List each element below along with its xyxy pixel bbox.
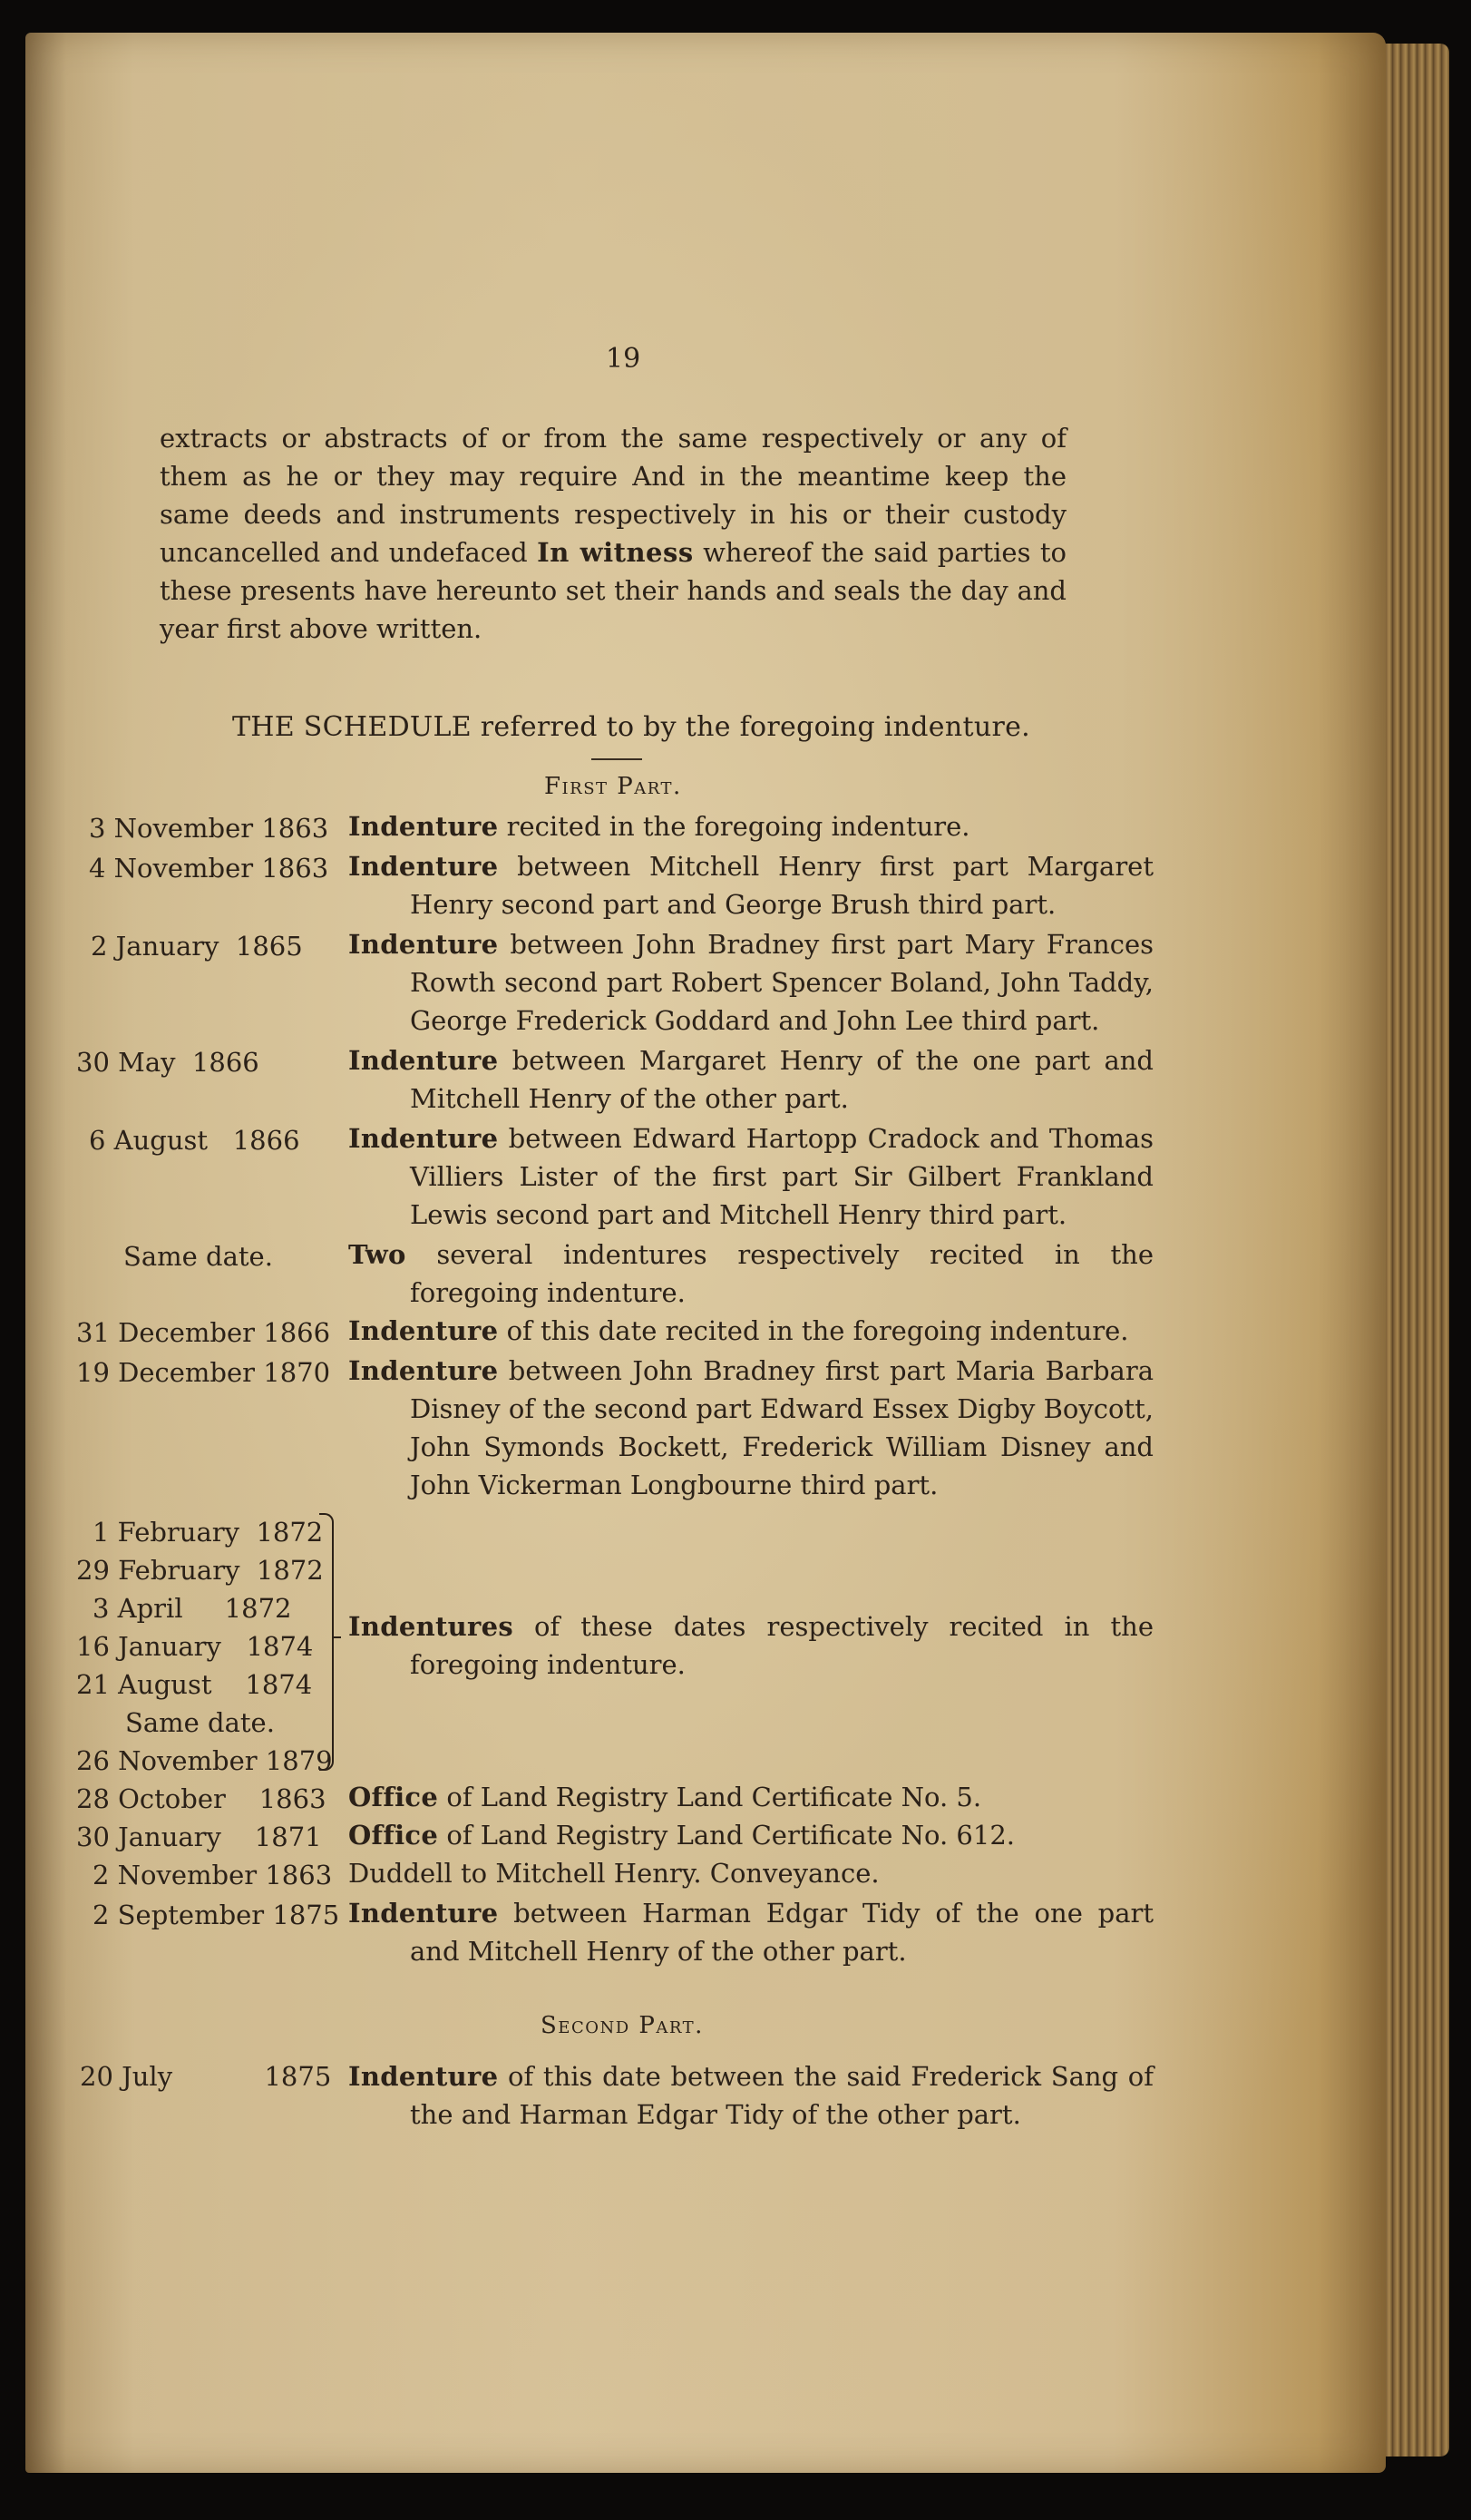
row-keyword: Office <box>348 1782 439 1812</box>
row-text: between John Bradney first part Mary Frances Rowth second part Robert Spencer Boland, John Taddy, George Frederick Goddard and John Lee third part. <box>410 929 1154 1036</box>
row-text: between Edward Hartopp Cradock and Thomas Villiers Lister of the first part Sir Gilbert Frankland Lewis second part and Mitchell Henry third part. <box>410 1123 1154 1230</box>
row-date: 6 August 1866 <box>89 1125 300 1156</box>
group-date: 3 April 1872 <box>93 1593 292 1624</box>
row-date: 4 November 1863 <box>89 853 329 884</box>
group-date: 21 August 1874 <box>76 1669 313 1700</box>
row-keyword: Two <box>348 1239 406 1270</box>
opening-paragraph <box>160 419 1067 648</box>
row-date: 28 October 1863 <box>76 1783 326 1814</box>
row-date: 20 July 1875 <box>80 2061 332 2092</box>
heading-rule <box>591 758 642 760</box>
row-entry <box>348 1119 1154 1234</box>
second-part-heading: Second Part. <box>541 2012 704 2039</box>
row-date: 30 January 1871 <box>76 1822 322 1852</box>
group-date: 16 January 1874 <box>76 1631 314 1662</box>
row-text: between Mitchell Henry first part Margaret Henry second part and George Brush third part. <box>410 851 1154 920</box>
row-keyword: Indenture <box>348 929 499 960</box>
row-keyword: Indenture <box>348 1898 499 1929</box>
row-entry <box>348 1816 1154 1854</box>
row-date: 31 December 1866 <box>76 1317 331 1348</box>
row-keyword: Indenture <box>348 851 499 882</box>
row-text: of Land Registry Land Certificate No. 612. <box>438 1820 1016 1851</box>
row-date: Same date. <box>123 1241 273 1272</box>
row-date: 30 May 1866 <box>76 1047 259 1078</box>
row-date: 2 January 1865 <box>91 931 303 962</box>
row-text: between Margaret Henry of the one part and Mitchell Henry of the other part. <box>410 1045 1154 1114</box>
row-keyword: Office <box>348 1820 439 1851</box>
row-entry <box>348 1312 1154 1350</box>
page-number: 19 <box>606 343 641 375</box>
row-entry <box>348 2057 1154 2134</box>
row-entry <box>348 1236 1154 1312</box>
row-keyword: Indenture <box>348 1045 499 1076</box>
paragraph-text-1: extracts or abstracts of or from the same respectively or any of them as he or they may require And in the meantime keep the same deeds and instruments respectively in his or their custody uncancelled and undefaced <box>160 423 1067 568</box>
row-date: 3 November 1863 <box>89 813 329 844</box>
first-part-heading: First Part. <box>544 773 682 800</box>
group-date: 26 November 1879 <box>76 1745 333 1776</box>
row-date: 19 December 1870 <box>76 1357 331 1388</box>
row-keyword: Indentures <box>348 1611 513 1642</box>
row-entry <box>348 847 1154 923</box>
row-keyword: Indenture <box>348 811 499 842</box>
grouping-brace-tip <box>332 1636 341 1638</box>
group-date: 1 February 1872 <box>93 1517 324 1548</box>
row-keyword: Indenture <box>348 2061 499 2092</box>
row-text: of this date recited in the foregoing indenture. <box>498 1315 1129 1346</box>
row-entry <box>348 1352 1154 1504</box>
row-entry <box>348 807 1154 845</box>
schedule-heading: THE SCHEDULE referred to by the foregoing indenture. <box>232 711 1030 743</box>
row-text: between Harman Edgar Tidy of the one part and Mitchell Henry of the other part. <box>410 1898 1154 1967</box>
row-entry <box>348 1854 1154 1892</box>
row-entry <box>348 1041 1154 1118</box>
row-text: several indentures respectively recited in the foregoing indenture. <box>405 1239 1154 1308</box>
grouping-brace <box>319 1513 334 1771</box>
in-witness-phrase: In witness <box>537 537 694 568</box>
row-date: 2 September 1875 <box>93 1900 340 1930</box>
row-text: recited in the foregoing indenture. <box>498 811 970 842</box>
row-text: of Land Registry Land Certificate No. 5. <box>438 1782 982 1812</box>
row-entry <box>348 1778 1154 1816</box>
row-entry <box>348 1894 1154 1970</box>
row-keyword: Indenture <box>348 1123 499 1154</box>
group-date: Same date. <box>125 1707 275 1738</box>
row-keyword: Indenture <box>348 1315 499 1346</box>
row-entry <box>348 925 1154 1040</box>
row-text: of these dates respectively recited in the foregoing indenture. <box>410 1611 1154 1680</box>
row-text: Duddell to Mitchell Henry. Conveyance. <box>348 1858 880 1889</box>
row-date: 2 November 1863 <box>93 1860 333 1890</box>
paragraph-text-2: whereof the said parties to these presents have hereunto set their hands and seals the day and year first above written. <box>160 537 1067 644</box>
row-text: of this date between the said Frederick Sang of the and Harman Edgar Tidy of the other part. <box>410 2061 1154 2130</box>
group-date: 29 February 1872 <box>76 1555 324 1586</box>
row-entry <box>348 1607 1154 1684</box>
row-keyword: Indenture <box>348 1355 499 1386</box>
row-text: between John Bradney first part Maria Barbara Disney of the second part Edward Essex Digby Boycott, John Symonds Bockett, Frederick William Disney and John Vickerman Longbourne third part. <box>410 1355 1154 1500</box>
